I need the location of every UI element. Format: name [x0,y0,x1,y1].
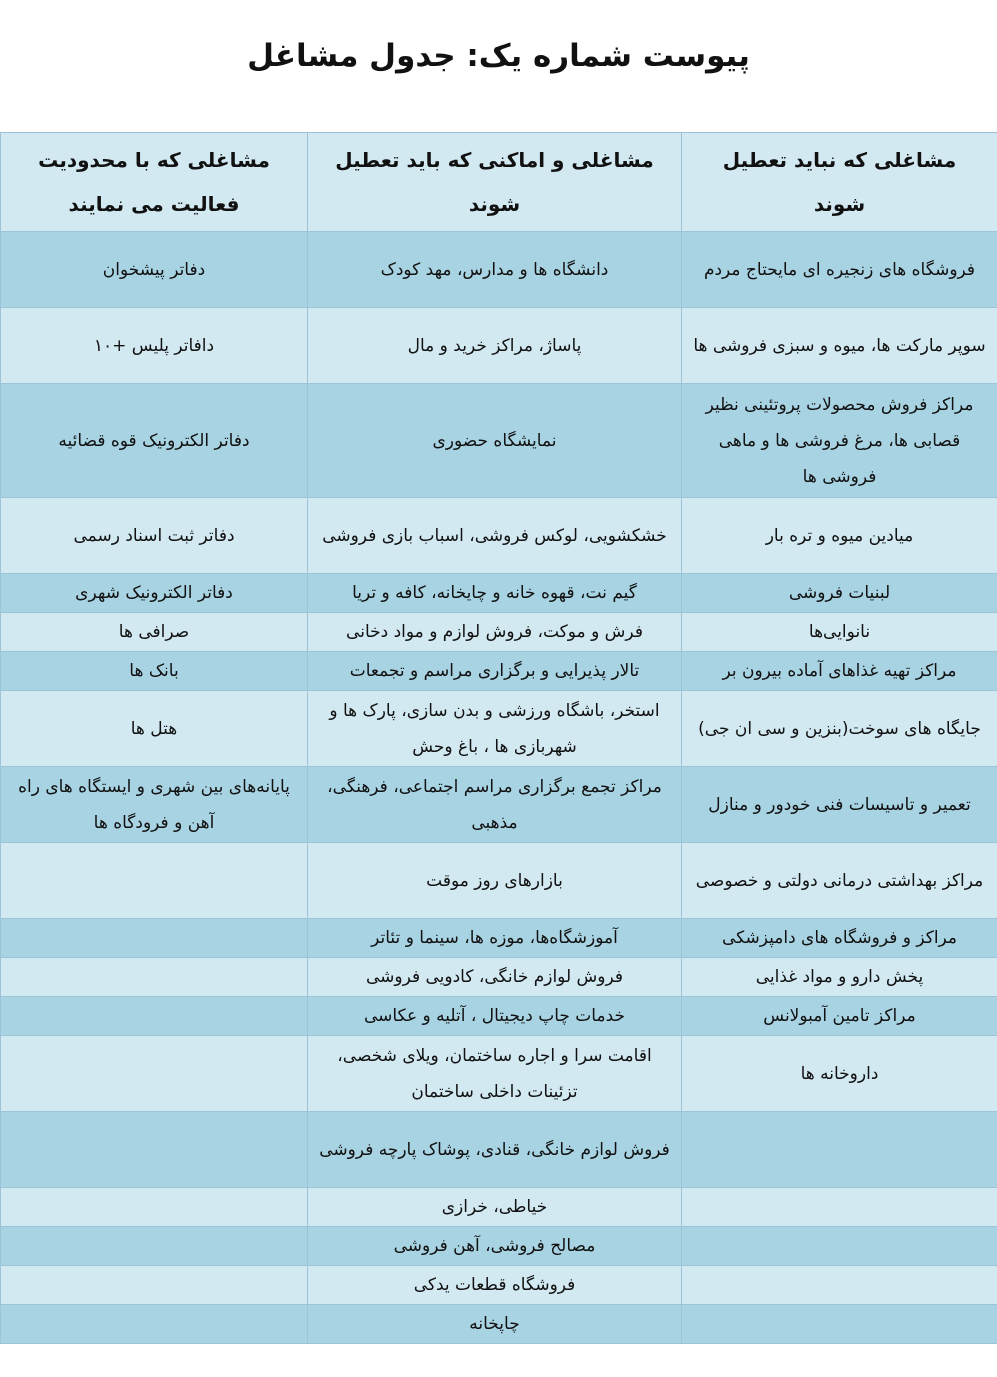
cell-limited: هتل ها [1,691,308,767]
page-title: پیوست شماره یک: جدول مشاغل [247,38,750,74]
cell-essential: مراکز فروش محصولات پروتئینی نظیر قصابی ها، مرغ فروشی ها و ماهی فروشی ها [682,384,997,498]
cell-closed: اقامت سرا و اجاره ساختمان، ویلای شخصی، تزئینات داخلی ساختمان [308,1036,682,1112]
cell-essential [682,1227,997,1266]
cell-closed: آموزشگاه‌ها، موزه ها، سینما و تئاتر [308,919,682,958]
table-row [1,1305,997,1344]
cell-limited: دفاتر الکترونیک شهری [1,574,308,613]
cell-closed: خشکشویی، لوکس فروشی، اسباب بازی فروشی [308,498,682,574]
table-row [1,958,997,997]
occupations-table [0,132,997,1344]
cell-essential: میادین میوه و تره بار [682,498,997,574]
cell-essential: مراکز تهیه غذاهای آماده بیرون بر [682,652,997,691]
cell-essential: نانوایی‌ها [682,613,997,652]
table-row [1,691,997,767]
cell-limited: بانک ها [1,652,308,691]
cell-limited [1,1036,308,1112]
cell-limited [1,1112,308,1188]
cell-essential: مراکز و فروشگاه های دامپزشکی [682,919,997,958]
cell-essential: جایگاه های سوخت(بنزین و سی ان جی) [682,691,997,767]
cell-closed: دانشگاه ها و مدارس، مهد کودک [308,232,682,308]
table-row [1,652,997,691]
table-row [1,498,997,574]
cell-limited [1,843,308,919]
table-row [1,919,997,958]
cell-essential [682,1266,997,1305]
cell-essential: پخش دارو و مواد غذایی [682,958,997,997]
cell-closed: مراکز تجمع برگزاری مراسم اجتماعی، فرهنگی، مذهبی [308,767,682,843]
cell-essential: داروخانه ها [682,1036,997,1112]
cell-essential: مراکز بهداشتی درمانی دولتی و خصوصی [682,843,997,919]
cell-essential [682,1112,997,1188]
cell-essential: سوپر مارکت ها، میوه و سبزی فروشی ها [682,308,997,384]
table-row [1,1188,997,1227]
cell-essential: مراکز تامین آمبولانس [682,997,997,1036]
table-row [1,613,997,652]
cell-limited [1,1227,308,1266]
cell-limited: دفاتر الکترونیک قوه قضائیه [1,384,308,498]
cell-limited: دفاتر ثبت اسناد رسمی [1,498,308,574]
cell-limited [1,1188,308,1227]
cell-closed: گیم نت، قهوه خانه و چایخانه، کافه و تریا [308,574,682,613]
cell-closed: خدمات چاپ دیجیتال ، آتلیه و عکاسی [308,997,682,1036]
cell-closed: پاساژ، مراکز خرید و مال [308,308,682,384]
cell-essential: لبنیات فروشی [682,574,997,613]
header-limited: مشاغلی که با محدودیت فعالیت می نمایند [1,133,308,232]
table-row [1,843,997,919]
table-body [1,232,997,1344]
cell-closed: چاپخانه [308,1305,682,1344]
cell-essential: فروشگاه های زنجیره ای مایحتاج مردم [682,232,997,308]
header-essential: مشاغلی که نباید تعطیل شوند [682,133,997,232]
table-row [1,767,997,843]
cell-closed: نمایشگاه حضوری [308,384,682,498]
cell-limited [1,919,308,958]
cell-limited: دافاتر پلیس +۱۰ [1,308,308,384]
table-row [1,308,997,384]
table-row [1,1112,997,1188]
cell-closed: فروش لوازم خانگی، کادویی فروشی [308,958,682,997]
cell-limited: پایانه‌های بین شهری و ایستگاه های راه آهن و فرودگاه ها [1,767,308,843]
table-row [1,1266,997,1305]
table-header-row [1,133,997,232]
cell-limited [1,958,308,997]
cell-closed: فرش و موکت، فروش لوازم و مواد دخانی [308,613,682,652]
table-row [1,574,997,613]
table-row [1,232,997,308]
cell-closed: استخر، باشگاه ورزشی و بدن سازی، پارک ها و شهربازی ها ، باغ وحش [308,691,682,767]
cell-closed: بازارهای روز موقت [308,843,682,919]
cell-closed: فروش لوازم خانگی، قنادی، پوشاک پارچه فروشی [308,1112,682,1188]
header-closed: مشاغلی و اماکنی که باید تعطیل شوند [308,133,682,232]
cell-closed: مصالح فروشی، آهن فروشی [308,1227,682,1266]
cell-essential [682,1188,997,1227]
cell-limited [1,1305,308,1344]
cell-closed: تالار پذیرایی و برگزاری مراسم و تجمعات [308,652,682,691]
cell-closed: فروشگاه قطعات یدکی [308,1266,682,1305]
table-row [1,997,997,1036]
table-row [1,384,997,498]
cell-essential [682,1305,997,1344]
cell-limited: صرافی ها [1,613,308,652]
cell-essential: تعمیر و تاسیسات فنی خودور و منازل [682,767,997,843]
table-row [1,1036,997,1112]
cell-limited [1,1266,308,1305]
cell-limited: دفاتر پیشخوان [1,232,308,308]
cell-limited [1,997,308,1036]
cell-closed: خیاطی، خرازی [308,1188,682,1227]
table-row [1,1227,997,1266]
